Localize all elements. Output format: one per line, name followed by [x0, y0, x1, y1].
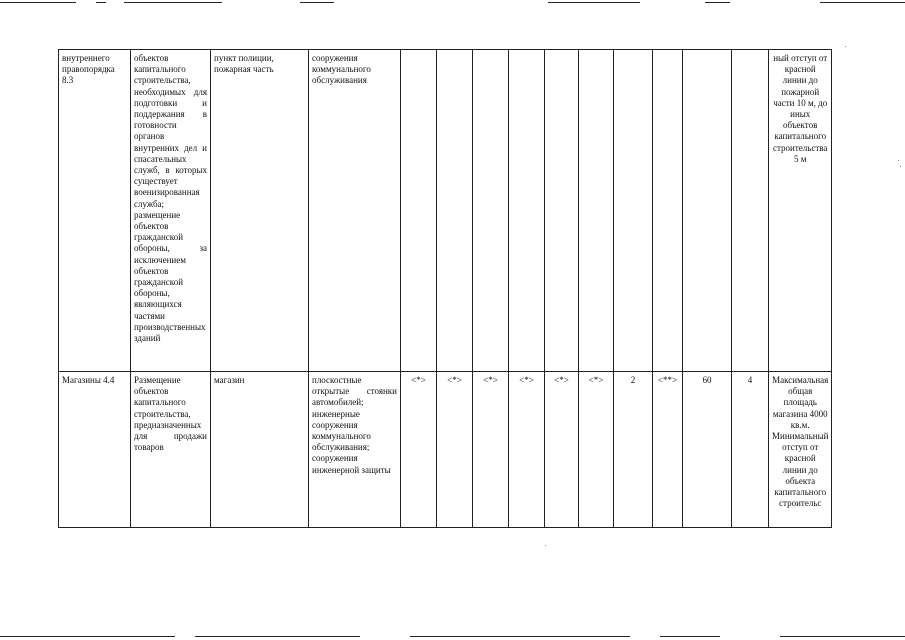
table-cell-notes: ный отступ от красной линии до пожарной части 10 м, до иных объектов капитального строительства 5 м: [769, 50, 832, 372]
scan-line-top-7: [820, 2, 905, 3]
table-cell-notes: Максимальная общая площадь магазина 4000 кв.м. Минимальный отступ от красной линии до объекта капитального строительс: [769, 372, 832, 528]
table-cell-description: объектов капитального строительства, необходимых для подготовки и поддержания в готовности органов внутренних дел и спасательных служб, в которых существует военизированная служба; размещение объектов гражданской обороны, за исключением объектов гражданской обороны, являющихся частями производственных зданий: [131, 50, 211, 372]
table-cell-param: [437, 50, 473, 372]
table-cell-param: [473, 50, 509, 372]
table-cell-param: [545, 50, 579, 372]
scan-line-bottom-5: [780, 636, 905, 637]
table-cell-land-use-type: Магазины 4.4: [59, 372, 131, 528]
scan-line-bottom-1: [0, 636, 175, 637]
table-cell-land-use-type: внутреннего правопорядка 8.3: [59, 50, 131, 372]
table-cell-auxiliary-uses: плоскостные открытые стоянки автомобилей; инженерные сооружения коммунального обслуживания; сооружения инженерной защиты: [309, 372, 401, 528]
table-cell-param: [614, 50, 653, 372]
table-cell-param: <*>: [473, 372, 509, 528]
scan-line-top-2: [96, 2, 106, 3]
scan-line-top-1: [0, 2, 76, 3]
table-cell-param: [401, 50, 437, 372]
table-cell-param: 2: [614, 372, 653, 528]
scan-speck: [898, 160, 899, 161]
table-cell-object-examples: пункт полиции, пожарная часть: [211, 50, 309, 372]
table-cell-param: <*>: [509, 372, 545, 528]
table-cell-auxiliary-uses: сооружения коммунального обслуживания: [309, 50, 401, 372]
table-row: [59, 372, 832, 528]
scan-line-bottom-4: [660, 636, 720, 637]
scan-line-bottom-2: [195, 636, 360, 637]
table-cell-description: Размещение объектов капитального строительства, предназначенных для продажи товаров: [131, 372, 211, 528]
scan-line-bottom-3: [410, 636, 630, 637]
scan-line-top-3: [124, 2, 222, 3]
scan-speck: [900, 166, 901, 167]
table-cell-param: [509, 50, 545, 372]
table-cell-param: <*>: [545, 372, 579, 528]
scan-speck: [845, 46, 846, 47]
scan-line-top-5: [548, 2, 640, 3]
table-cell-object-examples: магазин: [211, 372, 309, 528]
table-row: [59, 50, 832, 372]
table-cell-param: [683, 50, 732, 372]
table-cell-param: <**>: [653, 372, 683, 528]
table-cell-param: 4: [732, 372, 769, 528]
table-cell-param: <*>: [437, 372, 473, 528]
scan-line-top-4: [300, 2, 334, 3]
table-cell-param: [579, 50, 614, 372]
table-cell-param: 60: [683, 372, 732, 528]
table-cell-param: [653, 50, 683, 372]
scan-speck: [545, 545, 546, 546]
table-cell-param: [732, 50, 769, 372]
table-cell-param: <*>: [579, 372, 614, 528]
land-use-table: [58, 49, 832, 528]
scan-line-top-6: [705, 2, 730, 3]
table-cell-param: <*>: [401, 372, 437, 528]
